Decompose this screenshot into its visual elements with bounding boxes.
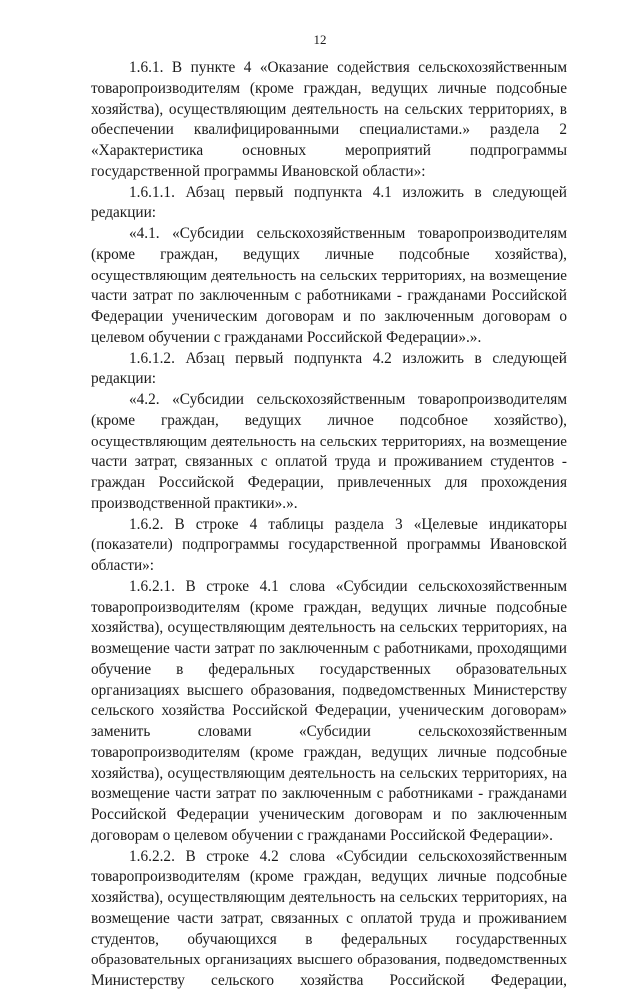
text-line: (кроме граждан, ведущих личное подсобное хозяйство), [91, 411, 567, 429]
text-line: 1.6.1.1. Абзац первый подпункта 4.1 изложить в следующей [129, 183, 567, 201]
text-line: «4.1. «Субсидии сельскохозяйственным товаропроизводителям [129, 225, 567, 242]
text-line: (кроме граждан, ведущих личные подсобные хозяйства), [91, 245, 567, 263]
text-line: целевом обучении с гражданами Российской Федерации».». [91, 328, 482, 346]
text-line: товаропроизводителям (кроме граждан, ведущих личные подсобные [91, 743, 567, 761]
text-line: возмещение части затрат по заключенным с работниками - гражданами [91, 785, 567, 803]
text-line: договорам о целевом обучении с гражданами Российской Федерации». [91, 826, 553, 844]
text-line: товаропроизводителям (кроме граждан, ведущих личные подсобные [91, 79, 567, 97]
text-line: Российской Федерации ученическим договорам и по заключенным [91, 806, 567, 823]
text-line: Федерации ученическим договорам и по заключенным договорам о [91, 308, 567, 325]
text-line: редакции: [91, 370, 157, 388]
page-number: 12 [313, 32, 327, 47]
text-line: 1.6.2. В строке 4 таблицы раздела 3 «Целевые индикаторы [129, 515, 567, 533]
text-line: 1.6.1.2. Абзац первый подпункта 4.2 изложить в следующей [129, 349, 567, 367]
text-line: «Характеристика основных мероприятий подпрограммы [91, 142, 567, 159]
text-line: студентов, обучающихся в федеральных государственных [91, 930, 567, 948]
text-line: заменить словами «Субсидии сельскохозяйственным [91, 723, 567, 740]
text-line: (показатели) подпрограммы государственной программы Ивановской [91, 536, 567, 554]
text-line: производственной практики».». [91, 494, 298, 512]
text-line: хозяйства), осуществляющим деятельность на сельских территориях, на [91, 764, 567, 782]
text-line: части затрат, связанных с оплатой труда и проживанием студентов - [91, 453, 567, 471]
text-line: области»: [91, 557, 155, 574]
text-line: граждан Российской Федерации, привлеченных для прохождения [91, 474, 567, 491]
text-line: 1.6.2.2. В строке 4.2 слова «Субсидии сельскохозяйственным [129, 847, 567, 865]
text-line: 1.6.1. В пункте 4 «Оказание содействия сельскохозяйственным [129, 59, 567, 76]
text-line: хозяйства), осуществляющим деятельность на сельских территориях, на [91, 889, 567, 906]
text-line: возмещение части затрат, связанных с оплатой труда и проживанием [91, 909, 567, 927]
text-line: осуществляющим деятельность на сельских территориях, на возмещение [91, 433, 567, 450]
text-line: образовательных организациях высшего образования, подведомственных [91, 952, 567, 969]
text-line: возмещение части затрат по заключенным с работниками, проходящими [91, 640, 567, 657]
text-line: 1.6.2.1. В строке 4.1 слова «Субсидии сельскохозяйственным [129, 577, 567, 595]
text-line: обучение в федеральных государственных образовательных [91, 660, 567, 678]
text-line: государственной программы Ивановской области»: [91, 162, 426, 180]
text-line: хозяйства), осуществляющим деятельность на сельских территориях, на [91, 619, 567, 637]
text-line: обеспечении квалифицированными специалистами.» раздела 2 [91, 121, 567, 139]
text-line: товаропроизводителям (кроме граждан, ведущих личные подсобные [91, 598, 567, 616]
text-line: части затрат по заключенным с работниками - гражданами Российской [91, 287, 567, 305]
text-line: редакции: [91, 204, 157, 222]
text-line: осуществляющим деятельность на сельских территориях, на возмещение [91, 267, 567, 284]
text-line: сельского хозяйства Российской Федерации, ученическим договорам» [91, 702, 567, 720]
text-line: Министерству сельского хозяйства Российской Федерации, [91, 972, 567, 989]
text-line: «4.2. «Субсидии сельскохозяйственным товаропроизводителям [129, 391, 567, 408]
document-body [91, 58, 567, 992]
text-line: товаропроизводителям (кроме граждан, ведущих личные подсобные [91, 868, 567, 886]
text-line: организациях высшего образования, подведомственных Министерству [91, 681, 567, 699]
text-line: хозяйства), осуществляющим деятельность на сельских территориях, в [91, 100, 567, 118]
